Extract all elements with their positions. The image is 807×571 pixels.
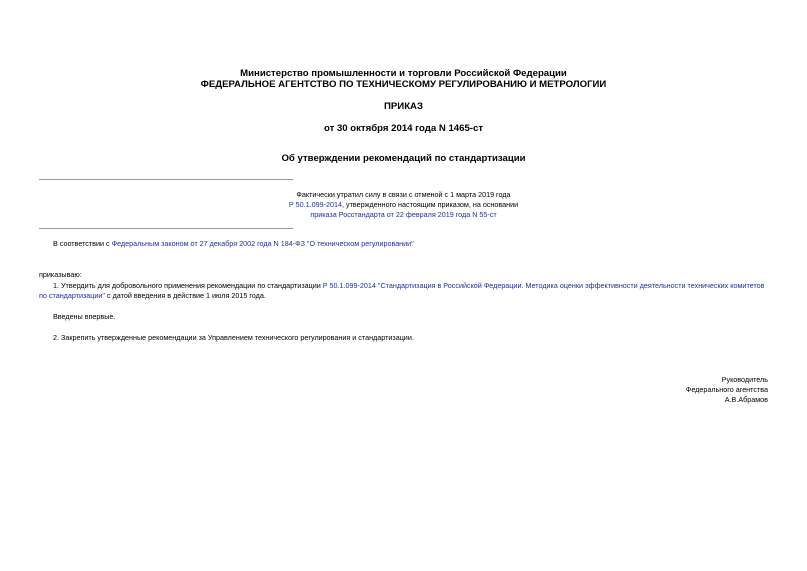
document-type: ПРИКАЗ xyxy=(384,101,423,112)
recommendations-link-cont[interactable]: по стандартизации" xyxy=(39,291,105,300)
top-divider xyxy=(39,179,293,180)
agency-heading: ФЕДЕРАЛЬНОЕ АГЕНТСТВО ПО ТЕХНИЧЕСКОМУ РЕГУЛИРОВАНИЮ И МЕТРОЛОГИИ xyxy=(200,79,607,90)
rosstandart-order-link[interactable]: приказа Росстандарта от 22 февраля 2019 года N 55-ст xyxy=(310,210,497,219)
signature-org: Федерального агентства xyxy=(685,385,768,394)
status-note-line1: Фактически утратил силу в связи с отменой с 1 марта 2019 года xyxy=(296,190,511,199)
recommendations-link[interactable]: Р 50.1.099-2014 "Стандартизация в Российской Федерации. Методика оценки эффективности деятельности технических комитетов xyxy=(322,281,765,290)
status-note-line2 xyxy=(0,200,807,210)
signature-position: Руководитель xyxy=(721,375,768,384)
status-note-text: , утвержденного настоящим приказом, на основании xyxy=(342,200,519,209)
ministry-heading: Министерство промышленности и торговли Российской Федерации xyxy=(240,68,567,79)
status-note-line3 xyxy=(0,210,807,220)
intro-text: В соответствии с xyxy=(53,239,112,248)
introduced-note: Введены впервые. xyxy=(53,312,116,321)
item1-tail: с датой введения в действие 1 июля 2015 года. xyxy=(105,291,266,300)
document-date-number: от 30 октября 2014 года N 1465-ст xyxy=(323,123,484,134)
bottom-divider xyxy=(39,228,293,229)
federal-law-link[interactable]: Федеральным законом от 27 декабря 2002 года N 184-ФЗ "О техническом регулировании" xyxy=(111,239,414,248)
intro-paragraph xyxy=(53,239,414,249)
item2-paragraph: 2. Закрепить утвержденные рекомендации за Управлением технического регулирования и стандартизации. xyxy=(53,333,414,342)
document-title: Об утверждении рекомендаций по стандартизации xyxy=(281,153,526,164)
standard-link[interactable]: Р 50.1.099-2014 xyxy=(288,200,343,209)
item1-line2 xyxy=(39,291,266,301)
orders-text: приказываю: xyxy=(39,270,82,279)
item1-line1 xyxy=(53,281,764,291)
item1-text: 1. Утвердить для добровольного применения рекомендации по стандартизации xyxy=(53,281,323,290)
signature-name: А.В.Абрамов xyxy=(724,395,768,404)
